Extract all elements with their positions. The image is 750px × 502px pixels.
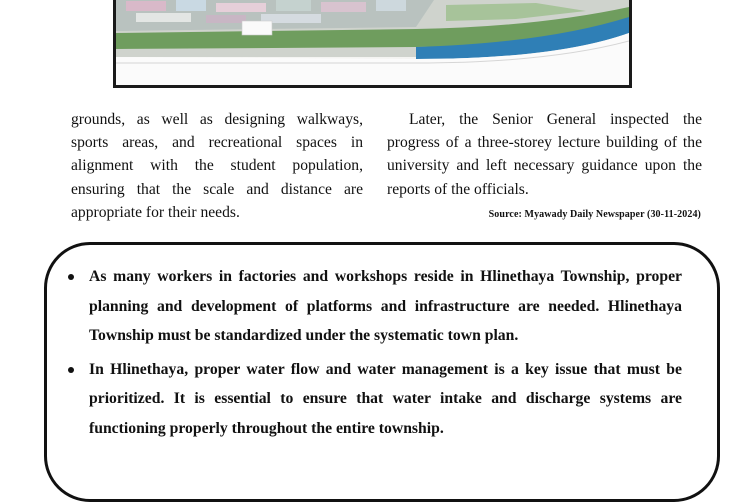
bullet-text: As many workers in factories and workshops reside in Hlinethaya Township, proper planning and development of platforms and infrastructure are needed. Hlinethaya Township must be standardized under the systematic town plan. [89,268,682,344]
bullet-item [68,355,682,444]
bullet-dot-icon [68,367,74,373]
left-column-text: grounds, as well as designing walkways, sports areas, and recreational spaces in alignment with the student population, ensuring that the scale and distance are appropriate for their needs. [71,111,363,221]
article-right-column [387,108,702,201]
bullet-item [68,262,682,351]
article-left-column [71,108,363,224]
campus-model-photo [113,0,632,88]
campus-model-image [116,0,629,85]
right-column-text: Later, the Senior General inspected the progress of a three-storey lecture building of the university and left necessary guidance upon the reports of the officials. [387,111,702,198]
bullet-dot-icon [68,274,74,280]
bullet-text: In Hlinethaya, proper water flow and water management is a key issue that must be prioritized. It is essential to ensure that water intake and discharge systems are functioning properly throughout the entire township. [89,360,682,437]
highlight-bullet-list [68,262,682,447]
source-credit: Source: Myawady Daily Newspaper (30-11-2024) [488,209,701,220]
